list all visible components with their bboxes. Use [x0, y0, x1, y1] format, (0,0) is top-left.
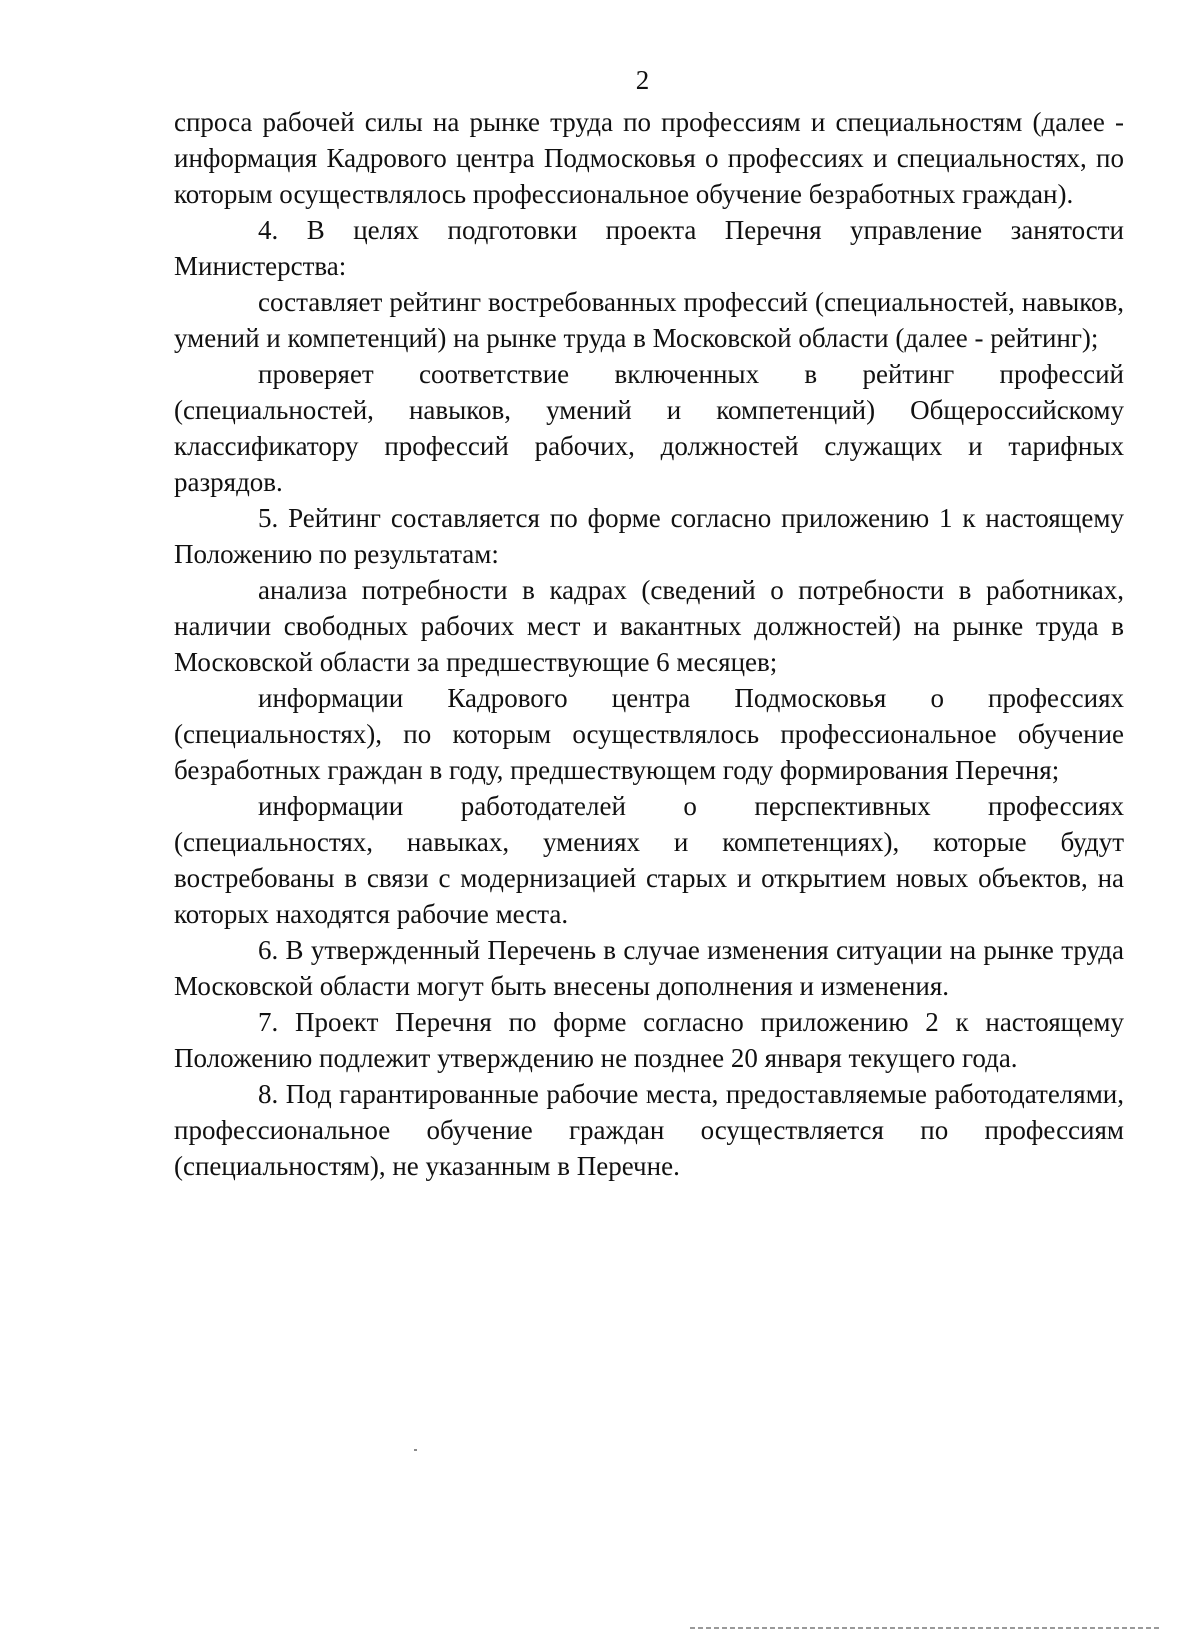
paragraph-item-7: 7. Проект Перечня по форме согласно приложению 2 к настоящему Положению подлежит утверждению не позднее 20 января текущего года. — [174, 1007, 1124, 1073]
document-body — [174, 104, 1124, 1184]
scan-artifact-line — [690, 1627, 1160, 1629]
paragraph-item-6: 6. В утвержденный Перечень в случае изменения ситуации на рынке труда Московской области могут быть внесены дополнения и изменения. — [174, 935, 1124, 1001]
paragraph-item-8: 8. Под гарантированные рабочие места, предоставляемые работодателями, профессиональное обучение граждан осуществляется по профессиям (специальностям), не указанным в Перечне. — [174, 1079, 1124, 1181]
paragraph-continuation: спроса рабочей силы на рынке труда по профессиям и специальностям (далее - информация Кадрового центра Подмосковья о профессиях и специальностях, по которым осуществлялось профессиональное обучение безработных граждан). — [174, 107, 1124, 209]
paragraph-item-4-rating: составляет рейтинг востребованных профессий (специальностей, навыков, умений и компетенций) на рынке труда в Московской области (далее - рейтинг); — [174, 287, 1124, 353]
paragraph-item-5-center-info: информации Кадрового центра Подмосковья о профессиях (специальностях), по которым осуществлялось профессиональное обучение безработных граждан в году, предшествующем году формирования Перечня; — [174, 683, 1124, 785]
paragraph-item-5: 5. Рейтинг составляется по форме согласно приложению 1 к настоящему Положению по результатам: — [174, 503, 1124, 569]
paragraph-item-5-analysis: анализа потребности в кадрах (сведений о потребности в работниках, наличии свободных рабочих мест и вакантных должностей) на рынке труда в Московской области за предшествующие 6 месяцев; — [174, 575, 1124, 677]
page-number: 2 — [635, 65, 650, 95]
scan-artifact-dot — [414, 1449, 417, 1451]
paragraph-item-4: 4. В целях подготовки проекта Перечня управление занятости Министерства: — [174, 215, 1124, 281]
paragraph-item-5-employer-info: информации работодателей о перспективных профессиях (специальностях, навыках, умениях и компетенциях), которые будут востребованы в связи с модернизацией старых и открытием новых объектов, на которых находятся рабочие места. — [174, 791, 1124, 929]
paragraph-item-4-check: проверяет соответствие включенных в рейтинг профессий (специальностей, навыков, умений и компетенций) Общероссийскому классификатору профессий рабочих, должностей служащих и тарифных разрядов. — [174, 359, 1124, 497]
